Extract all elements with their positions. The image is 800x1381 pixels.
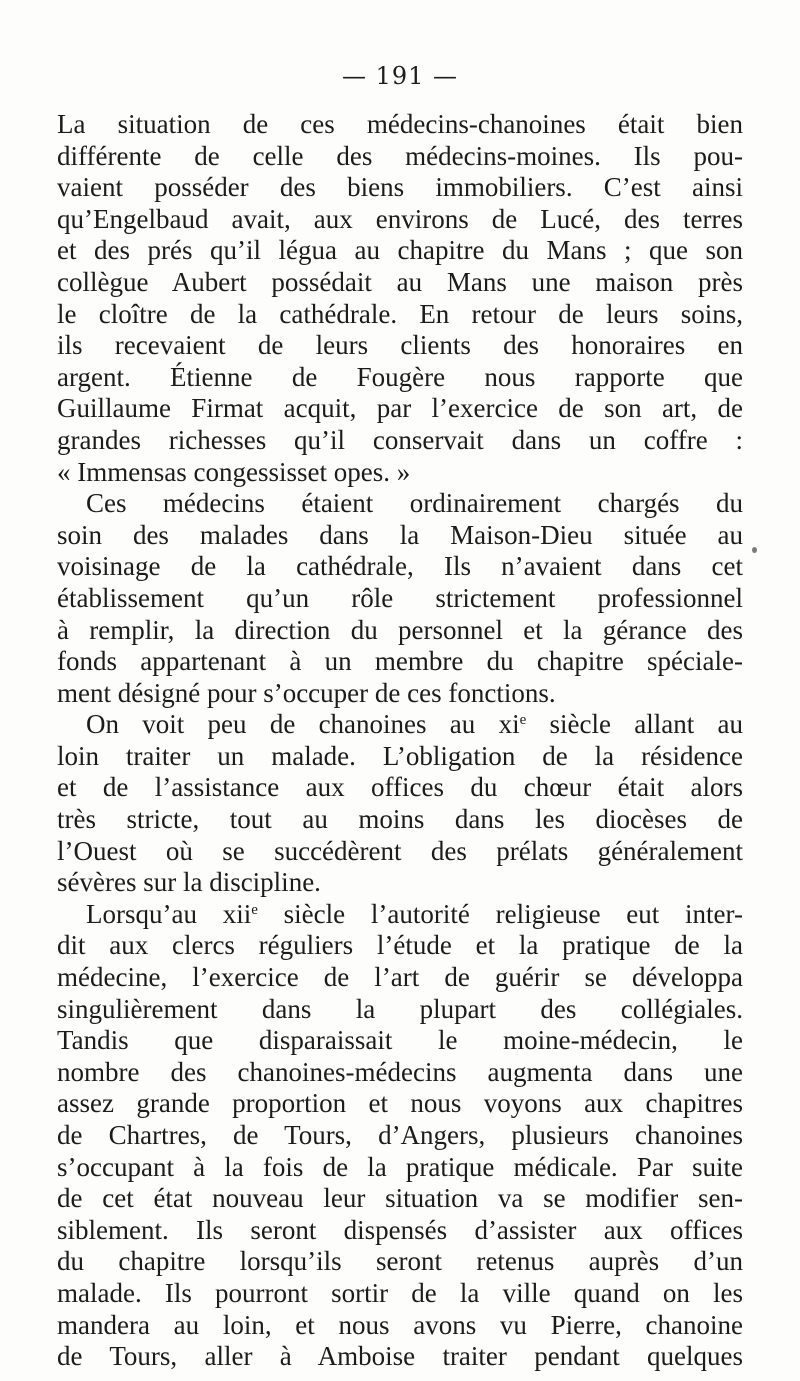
text-line: ils recevaient de leurs clients des honoraires en (57, 330, 743, 361)
text-line: mandera au loin, et nous avons vu Pierre, chanoine (57, 1309, 743, 1340)
text-line: de cet état nouveau leur situation va se modifier sen- (57, 1183, 743, 1214)
text-line: malade. Ils pourront sortir de la ville quand on les (57, 1277, 743, 1308)
text-line: très stricte, tout au moins dans les diocèses de (57, 804, 743, 835)
text-line: loin traiter un malade. L’obligation de la résidence (57, 740, 743, 771)
text-line: et des prés qu’il légua au chapitre du Mans ; que son (57, 235, 743, 266)
paper-speck (752, 547, 757, 553)
text-line: dit aux clercs réguliers l’étude et la pratique de la (57, 930, 743, 961)
text-line: voisinage de la cathédrale, Ils n’avaient dans cet (57, 551, 743, 582)
text-line: établissement qu’un rôle strictement professionnel (57, 582, 743, 613)
text-line: soin des malades dans la Maison-Dieu située au (57, 519, 743, 550)
text-line: vaient posséder des biens immobiliers. C’est ainsi (57, 172, 743, 203)
text-line: siblement. Ils seront dispensés d’assister aux offices (57, 1214, 743, 1245)
text-line: de Tours, aller à Amboise traiter pendant quelques (57, 1341, 743, 1372)
text-line: de Chartres, de Tours, d’Angers, plusieurs chanoines (57, 1120, 743, 1150)
text-line: grandes richesses qu’il conservait dans un coffre : (57, 424, 743, 455)
text-line: l’Ouest où se succédèrent des prélats généralement (57, 835, 743, 866)
text-line: du chapitre lorsqu’ils seront retenus auprès d’un (57, 1246, 743, 1277)
text-line: différente de celle des médecins-moines. Ils pou- (57, 140, 743, 171)
text-line: « Immensas congessisset opes. » (57, 456, 411, 487)
text-line: à remplir, la direction du personnel et la gérance des (57, 614, 743, 645)
text-line: Guillaume Firmat acquit, par l’exercice de son art, de (57, 393, 743, 424)
text-line-with-superscript (57, 899, 743, 931)
text-line: ment désigné pour s’occuper de ces fonctions. (57, 677, 556, 708)
text-line: qu’Engelbaud avait, aux environs de Lucé, des terres (57, 203, 743, 234)
superscript-e: e (251, 901, 258, 918)
text-line: Ces médecins étaient ordinairement chargés du (86, 488, 743, 519)
body-text (57, 109, 743, 1373)
superscript-e: e (519, 712, 527, 729)
text-line: collègue Aubert possédait au Mans une maison près (57, 266, 743, 297)
line-text-before: Lorsqu’au xii (86, 898, 252, 929)
text-line: nombre des chanoines-médecins augmenta dans une (57, 1056, 743, 1087)
text-line: singulièrement dans la plupart des collégiales. (57, 993, 743, 1024)
line-text-after: siècle l’autorité religieuse eut inter- (257, 898, 743, 929)
page-number: — 191 — (341, 62, 459, 90)
text-line: et de l’assistance aux offices du chœur était alors (57, 772, 743, 803)
text-line: fonds appartenant à un membre du chapitre spéciale- (57, 646, 743, 677)
text-line: médecine, l’exercice de l’art de guérir se développa (57, 962, 743, 993)
text-line: s’occupant à la fois de la pratique médicale. Par suite (57, 1151, 743, 1182)
text-line-with-superscript (57, 709, 743, 741)
text-line: La situation de ces médecins-chanoines était bien (57, 109, 743, 139)
line-text-after: siècle allant au (526, 709, 743, 740)
text-line: sévères sur la discipline. (57, 867, 321, 898)
text-line: assez grande proportion et nous voyons aux chapitres (57, 1088, 743, 1119)
text-line: Tandis que disparaissait le moine-médecin, le (57, 1025, 743, 1056)
line-text-before: On voit peu de chanoines au xi (86, 709, 520, 740)
text-line: argent. Étienne de Fougère nous rapporte que (57, 361, 743, 392)
text-line: le cloître de la cathédrale. En retour de leurs soins, (57, 298, 743, 329)
